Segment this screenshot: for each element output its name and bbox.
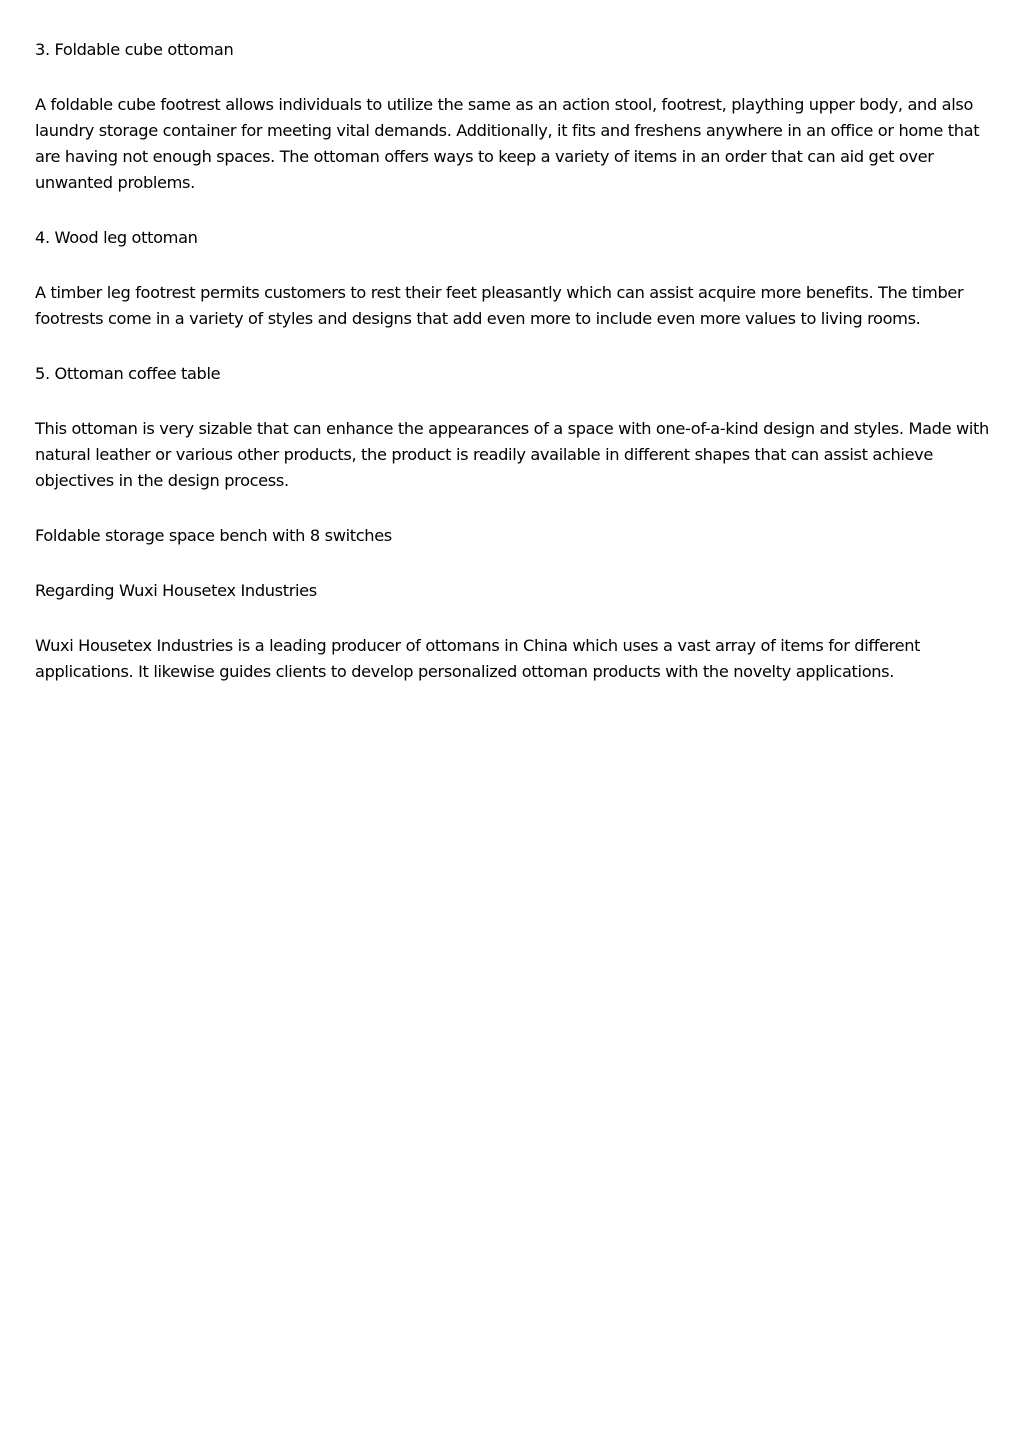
- paragraph-ottoman-coffee-table: This ottoman is very sizable that can enhance the appearances of a space with one-of-a-kind design and styles. Made with natural leather or various other products, the product is readily available in different shapes that can assist achieve objectives in the design process.: [35, 419, 989, 490]
- paragraph-wood-leg-ottoman: A timber leg footrest permits customers to rest their feet pleasantly which can assist acquire more benefits. The timber footrests come in a variety of styles and designs that add even more to include even more values to living rooms.: [35, 283, 964, 328]
- section-heading-foldable-cube-ottoman: 3. Foldable cube ottoman: [35, 40, 234, 59]
- section-heading-wood-leg-ottoman: 4. Wood leg ottoman: [35, 228, 198, 247]
- document-page: [35, 37, 995, 714]
- section-heading-about-wuxi-housetex: Regarding Wuxi Housetex Industries: [35, 581, 317, 600]
- section-heading-ottoman-coffee-table: 5. Ottoman coffee table: [35, 364, 221, 383]
- line-foldable-storage-bench: Foldable storage space bench with 8 switches: [35, 526, 392, 545]
- paragraph-foldable-cube-ottoman: A foldable cube footrest allows individuals to utilize the same as an action stool, footrest, plaything upper body, and also laundry storage container for meeting vital demands. Additionally, it fits and freshens anywhere in an office or home that are having not enough spaces. The ottoman offers ways to keep a variety of items in an order that can aid get over unwanted problems.: [35, 95, 980, 192]
- paragraph-about-wuxi-housetex: Wuxi Housetex Industries is a leading producer of ottomans in China which uses a vast array of items for different applications. It likewise guides clients to develop personalized ottoman products with the novelty applications.: [35, 636, 921, 681]
